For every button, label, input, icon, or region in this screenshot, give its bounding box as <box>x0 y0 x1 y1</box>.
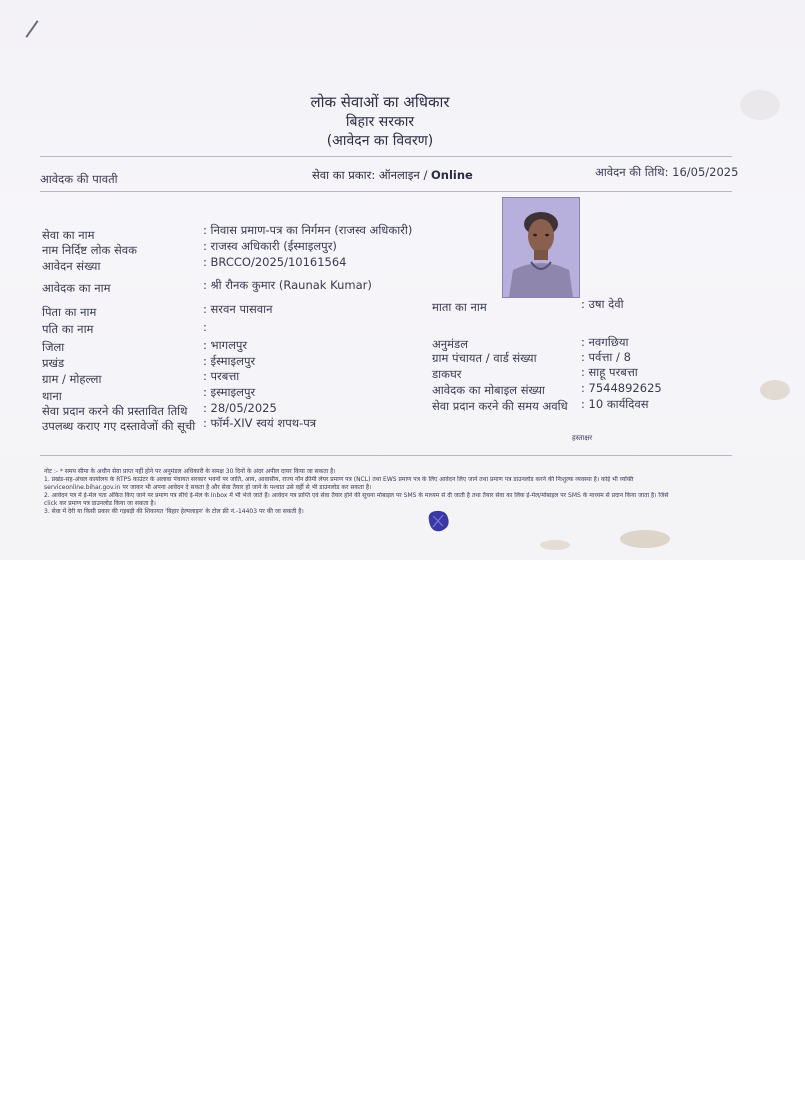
scratch-mark <box>25 20 38 38</box>
signature-label: हस्ताक्षर <box>572 434 593 442</box>
field-label: उपलब्ध कराए गए दस्तावेजों की सूची <box>42 419 196 433</box>
field-label: डाकघर <box>432 367 462 381</box>
service-type-value: Online <box>431 168 473 182</box>
ink-blot <box>424 508 452 534</box>
applicant-portrait <box>503 198 579 297</box>
header-state: बिहार सरकार <box>345 114 415 130</box>
field-value: : 28/05/2025 <box>203 401 277 415</box>
field-label: ग्राम / मोहल्ला <box>42 372 102 386</box>
field-value: : श्री रौनक कुमार (Raunak Kumar) <box>203 278 372 292</box>
field-label: माता का नाम <box>432 300 487 314</box>
field-value: : निवास प्रमाण-पत्र का निर्गमन (राजस्व अधिकारी) <box>203 223 413 237</box>
field-value: : परबत्ता <box>203 369 240 383</box>
divider-notes <box>40 455 732 456</box>
service-type <box>312 168 473 183</box>
field-value: : <box>203 320 207 334</box>
field-label: आवेदक का नाम <box>42 281 111 295</box>
field-label: आवेदक का मोबाइल संख्या <box>432 383 545 397</box>
field-value: : नवगछिया <box>581 335 629 349</box>
field-label: सेवा प्रदान करने की प्रस्तावित तिथि <box>42 404 188 418</box>
field-value: : BRCCO/2025/10161564 <box>203 255 347 269</box>
stain-mark <box>540 540 570 550</box>
field-label: ग्राम पंचायत / वार्ड संख्या <box>432 351 537 365</box>
field-label: आवेदन संख्या <box>42 259 101 273</box>
service-type-label: सेवा का प्रकार: ऑनलाइन / <box>312 168 431 182</box>
field-label: थाना <box>42 389 62 403</box>
field-label: सेवा का नाम <box>42 228 95 242</box>
field-value: : फॉर्म-XIV स्वयं शपथ-पत्र <box>203 416 317 430</box>
field-value: : इस्माइलपुर <box>203 385 256 399</box>
field-value: : साहू परबत्ता <box>581 365 638 379</box>
field-label: जिला <box>42 340 65 354</box>
field-label: पिता का नाम <box>42 305 97 319</box>
field-label: पति का नाम <box>42 322 94 336</box>
applicant-photo <box>502 197 580 298</box>
field-label: अनुमंडल <box>432 337 468 351</box>
field-value: : पर्वत्ता / 8 <box>581 350 631 364</box>
divider-mid <box>40 191 732 192</box>
field-label: नाम निर्दिष्ट लोक सेवक <box>42 243 137 257</box>
stain-mark <box>620 530 670 548</box>
field-value: : भागलपुर <box>203 338 248 352</box>
field-value: : राजस्व अधिकारी (ईस्माइलपुर) <box>203 239 337 253</box>
note-line: 1. प्रखंड-सह-अंचल कार्यालय के RTPS काउंटर के अलावा पंचायत सरकार भवनों पर जाति, आय, आवासीय, राज्य नॉन क्रीमी लेयर प्रमाण पत्र (NCL) तथा EWS प्रमाण पत्र के लिए आवेदन लिए जाने तथा प्रमाण पत्र डाउनलोड करने की निःशुल्क व्यवस्था है। कोई भी व्यक्ति <box>44 476 634 483</box>
field-value: : सरवन पासवान <box>203 302 273 316</box>
header-title: लोक सेवाओं का अधिकार <box>310 93 450 111</box>
field-value: : 7544892625 <box>581 381 662 395</box>
field-value: : उषा देवी <box>581 297 624 311</box>
header-subtitle: (आवेदन का विवरण) <box>326 133 434 149</box>
receipt-label: आवेदक की पावती <box>40 172 118 186</box>
note-line: click कर प्रमाण पत्र डाउनलोड किया जा सकता है। <box>44 500 156 507</box>
note-line: 2. आवेदन पत्र में ई-मेल पता अंकित किए जाने पर प्रमाण पत्र सीधे ई-मेल के Inbox में भी भेजे जाते हैं। आवेदन पत्र प्राप्ति एवं सेवा तैयार होने की सूचना मोबाइल पर SMS के माध्यम से दी जाती है तथा तैयार सेवा का लिंक ई-मेल/मोबाइल पर SMS के माध्यम से प्रदान किया जाता है। जिसे <box>44 492 669 499</box>
note-line: serviceonline.bihar.gov.in पर जाकर भी अपना आवेदन दे सकता है और सेवा तैयार हो जाने के पश्चात उसे वहीं से भी डाउनलोड कर सकता है। <box>44 484 372 491</box>
field-label: प्रखंड <box>42 356 65 370</box>
application-date: आवेदन की तिथि: 16/05/2025 <box>595 165 739 179</box>
note-line: नोट :- * समय सीमा के अधीन सेवा प्राप्त नहीं होने पर अनुमंडल अधिकारी के समक्ष 30 दिनों के अंदर अपील दायर किया जा सकता है। <box>44 468 336 475</box>
field-label: सेवा प्रदान करने की समय अवधि <box>432 399 568 413</box>
note-line: 3. सेवा में देरी या किसी प्रकार की गड़बड़ी की शिकायत 'बिहार हेल्पलाइन' के टोल फ्री नं.-14403 पर की जा सकती है। <box>44 508 304 515</box>
field-value: : 10 कार्यदिवस <box>581 397 649 411</box>
field-value: : ईस्माइलपुर <box>203 354 256 368</box>
stain-mark <box>740 90 780 120</box>
stain-mark <box>760 380 790 400</box>
divider-top <box>40 156 732 157</box>
